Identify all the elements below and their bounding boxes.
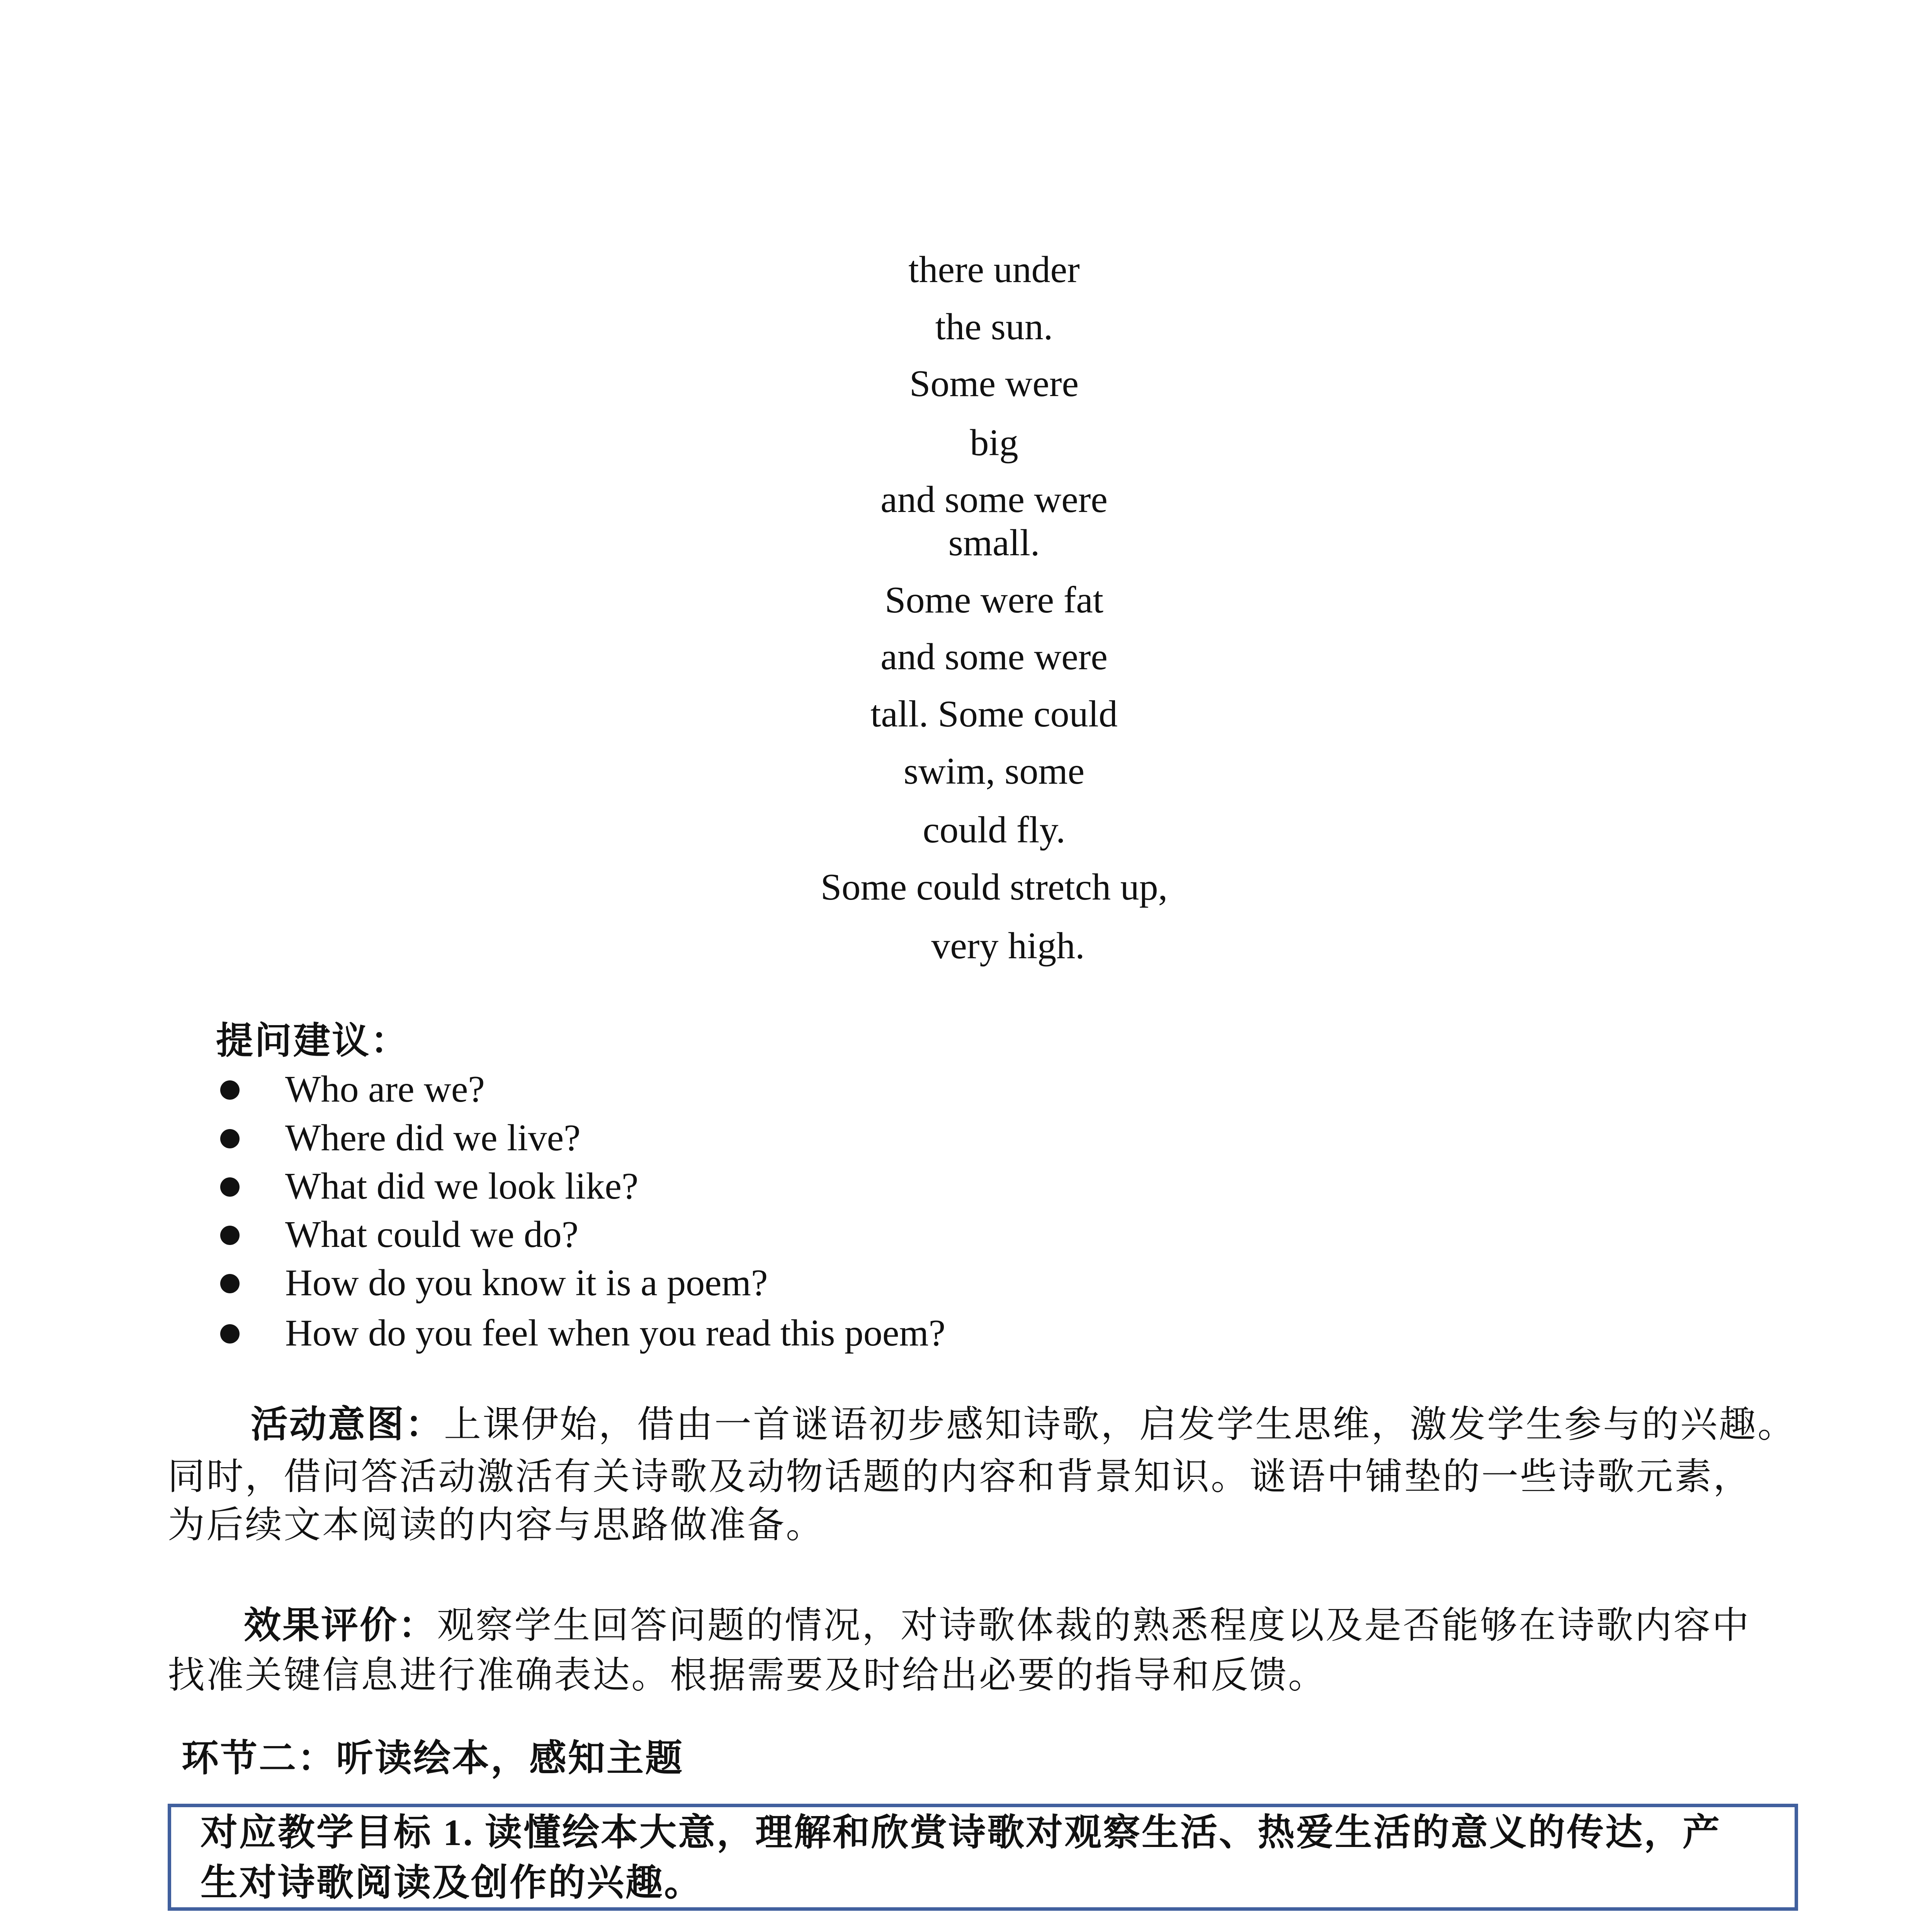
poem-line: could fly. [923, 809, 1066, 851]
question-text: Where did we live? [285, 1117, 581, 1159]
activity-intent-text: 同时，借问答活动激活有关诗歌及动物话题的内容和背景知识。谜语中铺垫的一些诗歌元素， [168, 1456, 1752, 1497]
poem-line: swim, some [903, 750, 1085, 792]
activity-intent-label: 活动意图： [251, 1404, 444, 1445]
effect-evaluation-label: 效果评价： [244, 1605, 437, 1646]
section-heading: 环节二：听读绘本，感知主题 [182, 1738, 684, 1779]
poem-line: the sun. [935, 306, 1053, 348]
bullet-icon [220, 1274, 240, 1293]
poem-line: small. [948, 522, 1040, 564]
poem-line: tall. Some could [870, 693, 1118, 735]
objective-box [168, 1804, 1798, 1911]
question-text: How do you know it is a poem? [285, 1262, 768, 1304]
effect-evaluation-paragraph-line [244, 1604, 1751, 1647]
objective-text: 生对诗歌阅读及创作的兴趣。 [201, 1862, 703, 1903]
question-text: What did we look like? [285, 1165, 639, 1207]
bullet-icon [220, 1226, 240, 1245]
poem-line: and some were [880, 636, 1108, 678]
poem-line: very high. [931, 925, 1085, 967]
question-text: Who are we? [285, 1068, 485, 1110]
poem-line: Some were fat [885, 579, 1103, 621]
activity-intent-text: 为后续文本阅读的内容与思路做准备。 [168, 1504, 824, 1546]
bullet-icon [220, 1177, 240, 1197]
objective-text: 对应教学目标 1. 读懂绘本大意，理解和欣赏诗歌对观察生活、热爱生活的意义的传达，产 [201, 1812, 1721, 1853]
poem-line: big [970, 422, 1018, 464]
poem-line: Some could stretch up, [820, 866, 1168, 908]
bullet-icon [220, 1324, 240, 1344]
activity-intent-text: 上课伊始，借由一首谜语初步感知诗歌，启发学生思维，激发学生参与的兴趣。 [444, 1404, 1796, 1445]
effect-evaluation-text: 观察学生回答问题的情况，对诗歌体裁的熟悉程度以及是否能够在诗歌内容中 [437, 1605, 1751, 1646]
question-text: How do you feel when you read this poem? [285, 1312, 946, 1354]
poem-line: there under [908, 249, 1080, 291]
question-text: What could we do? [285, 1214, 579, 1255]
activity-intent-paragraph-line [251, 1403, 1796, 1446]
bullet-icon [220, 1129, 240, 1148]
questions-heading: 提问建议： [216, 1020, 409, 1061]
poem-line: Some were [909, 363, 1079, 405]
bullet-icon [220, 1080, 240, 1100]
effect-evaluation-text: 找准关键信息进行准确表达。根据需要及时给出必要的指导和反馈。 [168, 1655, 1327, 1696]
poem-line: and some were [880, 479, 1108, 520]
